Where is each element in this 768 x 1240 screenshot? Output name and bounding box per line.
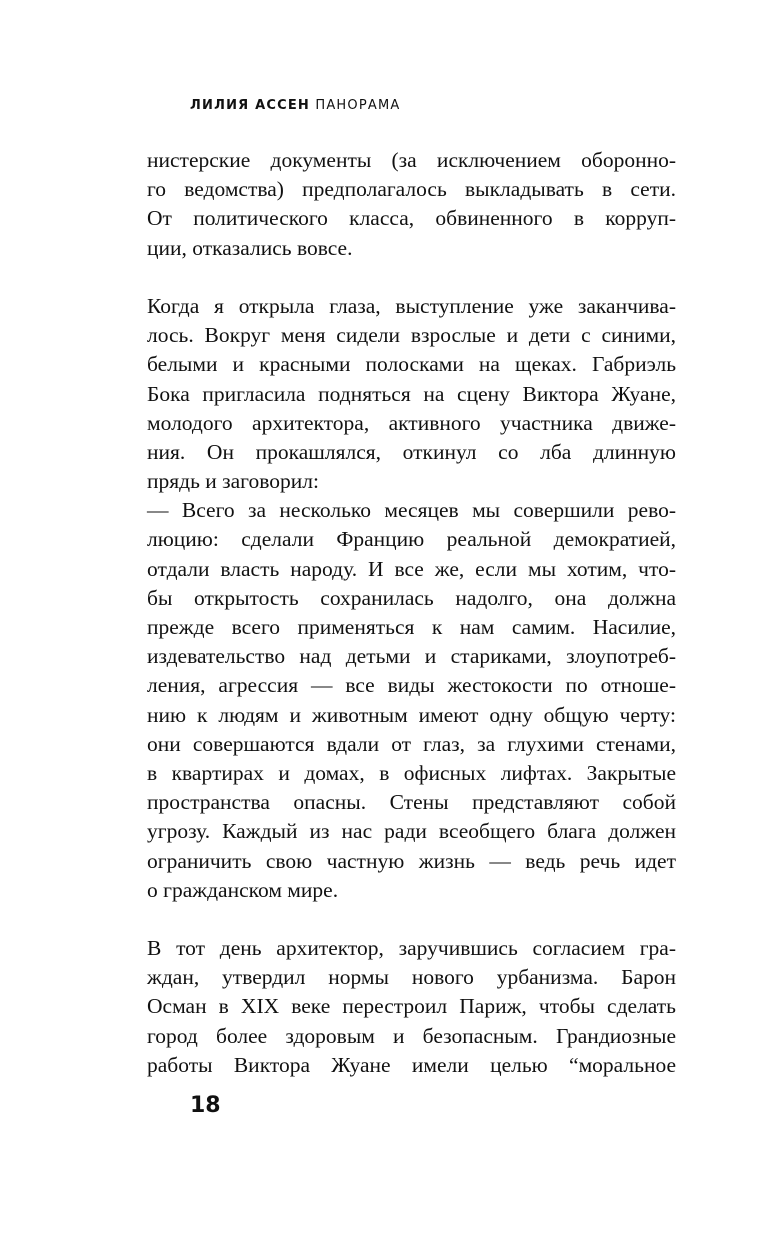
paragraph-gap bbox=[147, 905, 676, 934]
text-line: бы открытость сохранилась надолго, она должна bbox=[147, 585, 676, 610]
text-line: ния. Он прокашлялся, откинул со лба длинную bbox=[147, 439, 676, 464]
text-line: лось. Вокруг меня сидели взрослые и дети с синими, bbox=[147, 323, 676, 348]
text-line: го ведомства) предполагалось выкладывать в сети. bbox=[147, 177, 676, 202]
paragraph-gap bbox=[147, 263, 676, 292]
text-line: издевательство над детьми и стариками, злоупотреб- bbox=[147, 644, 676, 669]
text-line: От политического класса, обвиненного в корруп- bbox=[147, 206, 676, 231]
text-line: Когда я открыла глаза, выступление уже заканчива- bbox=[147, 293, 676, 318]
paragraph-2 bbox=[147, 292, 676, 905]
running-header bbox=[190, 98, 400, 113]
text-line: ограничить свою частную жизнь — ведь речь идет bbox=[147, 848, 676, 873]
text-line: люцию: сделали Францию реальной демократией, bbox=[147, 527, 676, 552]
text-line: Бока пригласила подняться на сцену Виктора Жуане, bbox=[147, 381, 676, 406]
text-line: молодого архитектора, активного участника движе- bbox=[147, 410, 676, 435]
page-body-text bbox=[147, 146, 676, 1080]
text-line: работы Виктора Жуане имели целью “моральное bbox=[147, 1052, 676, 1077]
text-line: ждан, утвердил нормы нового урбанизма. Барон bbox=[147, 965, 676, 990]
text-line: В тот день архитектор, заручившись согласием гра- bbox=[147, 936, 676, 961]
text-line: Осман в XIX веке перестроил Париж, чтобы сделать bbox=[147, 994, 676, 1019]
text-line: ления, агрессия — все виды жестокости по отноше- bbox=[147, 673, 676, 698]
text-line: белыми и красными полосками на щеках. Габриэль bbox=[147, 352, 676, 377]
text-line: отдали власть народу. И все же, если мы хотим, что- bbox=[147, 556, 676, 581]
paragraph-3 bbox=[147, 934, 676, 1080]
text-line: нистерские документы (за исключением оборонно- bbox=[147, 148, 676, 172]
text-line: прядь и заговорил: bbox=[147, 469, 319, 494]
text-line: угрозу. Каждый из нас ради всеобщего блага должен bbox=[147, 819, 676, 844]
text-line: город более здоровым и безопасным. Грандиозные bbox=[147, 1023, 676, 1048]
page-number: 18 bbox=[190, 1093, 221, 1118]
text-line: пространства опасны. Стены представляют собой bbox=[147, 790, 676, 815]
text-line: ции, отказались вовсе. bbox=[147, 235, 353, 260]
text-line: о гражданском мире. bbox=[147, 877, 339, 902]
text-line: — Всего за несколько месяцев мы совершили рево- bbox=[147, 498, 676, 523]
header-book-title: ПАНОРАМА bbox=[315, 98, 401, 113]
text-line: нию к людям и животным имеют одну общую черту: bbox=[147, 702, 676, 727]
text-line: они совершаются вдали от глаз, за глухими стенами, bbox=[147, 731, 676, 756]
text-line: прежде всего применяться к нам самим. Насилие, bbox=[147, 615, 676, 639]
paragraph-1 bbox=[147, 146, 676, 263]
text-line: в квартирах и домах, в офисных лифтах. Закрытые bbox=[147, 760, 676, 785]
header-author: ЛИЛИЯ АССЕН bbox=[190, 98, 310, 113]
